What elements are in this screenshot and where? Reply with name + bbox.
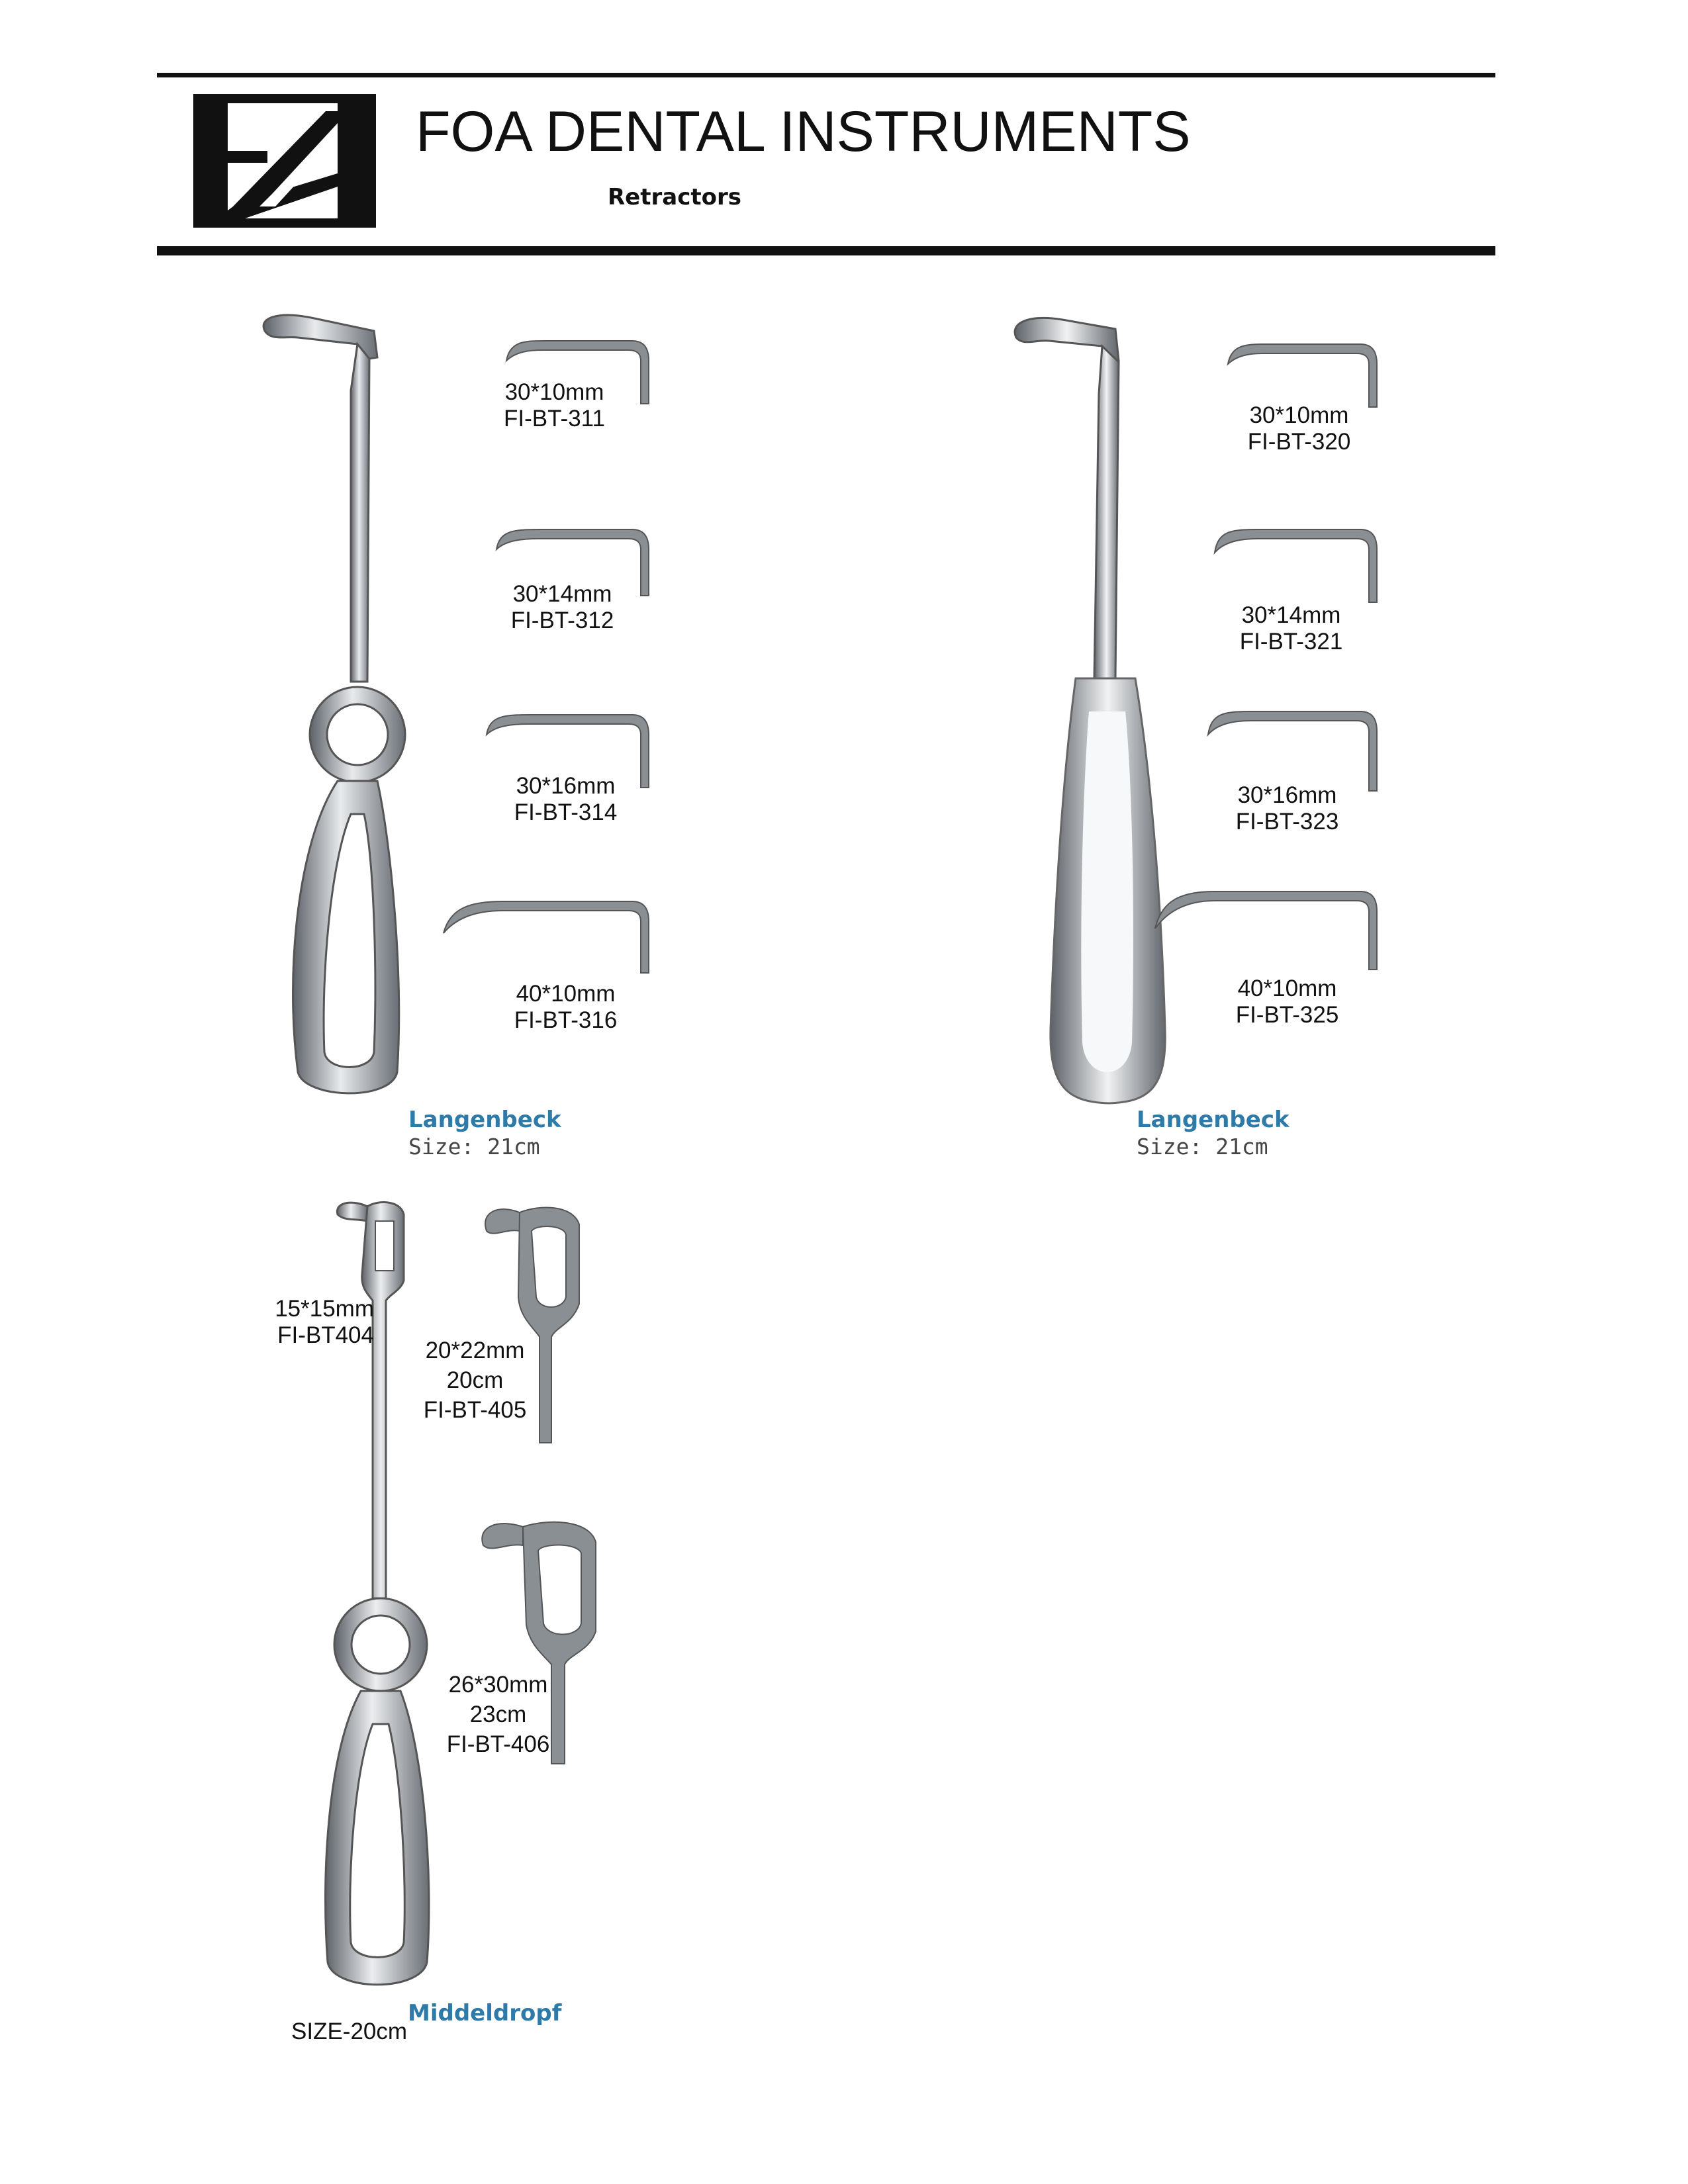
variant-label-fi-bt-311	[500, 379, 609, 432]
variant-dim: 40*10mm	[1237, 976, 1337, 1001]
variant-label-fi-bt-312	[508, 581, 617, 634]
variant-code: FI-BT-320	[1247, 429, 1351, 455]
variant-dim: 20*22mm	[425, 1338, 525, 1363]
variant-label-fi-bt-325	[1233, 976, 1342, 1028]
variant-code: FI-BT-314	[514, 799, 618, 825]
blade-40x10-image	[440, 893, 655, 976]
blade-30x10-image	[1225, 338, 1383, 410]
variant-label-fi-bt404	[261, 1296, 374, 1349]
variant-code: FI-BT-323	[1235, 809, 1339, 835]
variant-code: FI-BT-311	[503, 406, 605, 432]
variant-label-fi-bt-405	[420, 1336, 530, 1425]
variant-label-fi-bt-323	[1233, 782, 1342, 835]
variant-code: FI-BT-406	[446, 1731, 550, 1757]
product-size: Size: 21cm	[408, 1134, 540, 1160]
langenbeck-retractor-image	[258, 311, 404, 1105]
variant-dim: 30*16mm	[1237, 782, 1337, 808]
variant-code: FI-BT-325	[1235, 1002, 1339, 1028]
variant-label-fi-bt-314	[511, 773, 620, 826]
variant-length: 20cm	[446, 1367, 504, 1393]
variant-label-fi-bt-406	[444, 1670, 553, 1759]
variant-dim: 15*15mm	[275, 1296, 374, 1322]
product-name-middeldropf: Middeldropf	[408, 2000, 562, 2026]
variant-dim: 40*10mm	[516, 981, 616, 1007]
variant-dim: 30*14mm	[512, 581, 612, 607]
variant-code: FI-BT-405	[423, 1397, 527, 1423]
variant-dim: 26*30mm	[448, 1672, 548, 1698]
variant-dim: 30*10mm	[1249, 402, 1349, 428]
header-top-rule	[157, 73, 1495, 77]
langenbeck-handle-retractor-image	[1009, 314, 1182, 1109]
variant-length: 23cm	[469, 1702, 527, 1727]
variant-code: FI-BT404	[277, 1322, 374, 1348]
product-size: Size: 21cm	[1137, 1134, 1268, 1160]
variant-dim: 30*16mm	[516, 773, 616, 799]
variant-label-fi-bt-321	[1237, 602, 1346, 655]
variant-label-fi-bt-320	[1244, 402, 1354, 455]
blade-30x16-image	[1205, 705, 1383, 794]
variant-code: FI-BT-316	[514, 1007, 618, 1033]
variant-dim: 30*10mm	[504, 379, 604, 405]
product-name-langenbeck: Langenbeck	[408, 1107, 561, 1133]
blade-30x14-image	[1211, 523, 1383, 606]
variant-dim: 30*14mm	[1241, 602, 1341, 628]
variant-code: FI-BT-321	[1239, 629, 1343, 655]
category-title: Retractors	[608, 184, 741, 210]
blade-40x10-image	[1152, 884, 1383, 973]
header-bottom-rule	[157, 246, 1495, 255]
fs-logo-icon	[193, 94, 376, 228]
brand-title: FOA DENTAL INSTRUMENTS	[416, 100, 1191, 163]
variant-code: FI-BT-312	[510, 608, 614, 633]
product-name-langenbeck: Langenbeck	[1137, 1107, 1289, 1133]
variant-label-fi-bt-316	[511, 981, 620, 1034]
product-size: SIZE-20cm	[291, 2019, 408, 2044]
